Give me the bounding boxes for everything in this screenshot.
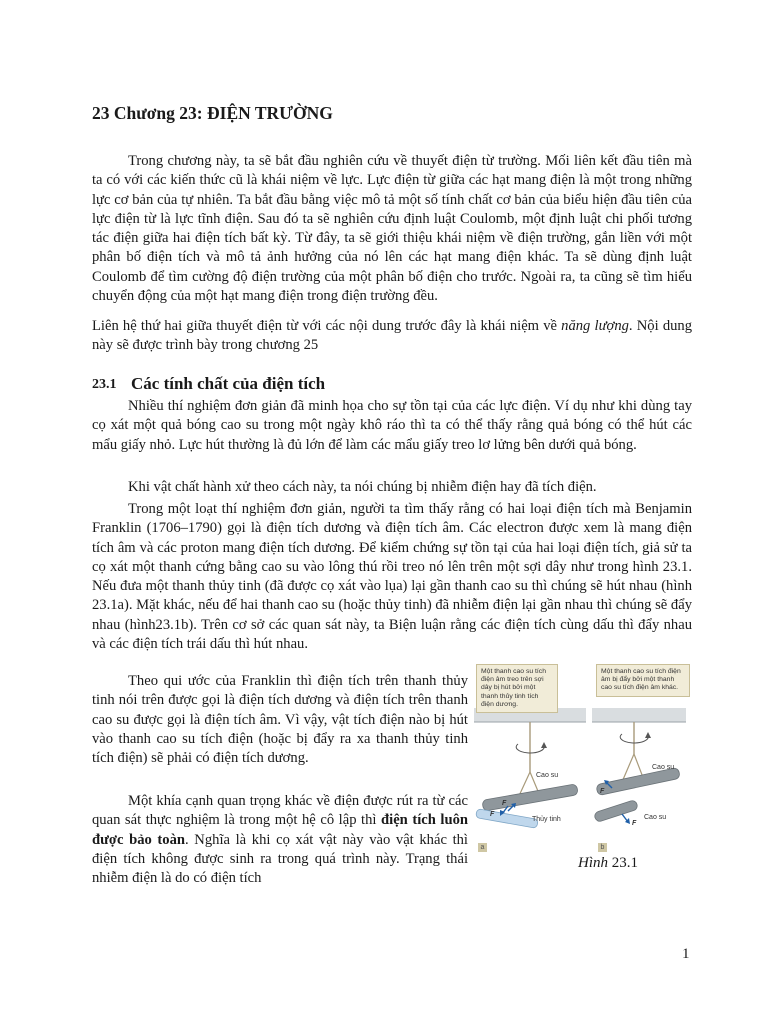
p5-start: Một khía cạnh quan trọng khác về điện được rút ra từ các quan sát thực nghiệm là trong một hệ cô lập thì [92,793,468,829]
callout-a: Một thanh cao su tích điện âm treo trên sợi dây bị hút bởi một thanh thủy tinh tích điện dương. [476,664,558,713]
p5-end: . Nghĩa là khi cọ xát vật này vào vật khác thì điện tích không được sinh ra trong quá trình này. Trạng thái nhiễm điện là do có điện tích [92,831,468,887]
figure-panel-b [592,664,686,852]
chapter-title: 23 Chương 23: ĐIỆN TRƯỜNG [92,103,333,123]
page-number: 1 [682,946,690,962]
p5-bold: điện tích luôn được bảo toàn [92,812,468,848]
section-number: 23.1 [92,377,117,392]
intro-paragraph-2 [92,317,692,356]
force-label-b2: F [632,820,637,827]
section-paragraph-4: Theo qui ước của Franklin thì điện tích trên thanh thủy tinh nói trên được gọi là điện tích dương và điện tích trên thanh cao su được gọi là điện tích âm. Vì vậy, vật tích điện nào bị hút vào thanh cao su tích điện (hoặc bị đẩy ra xa thanh thủy tinh tích điện) sẽ phải có điện tích dương. [92,673,468,767]
intro-p2-start: Liên hệ thứ hai giữa thuyết điện từ với các nội dung trước đây là khái niệm về [92,318,562,334]
caption-word: Hình [578,855,608,871]
panel-label-b: b [598,843,607,852]
label-glass: Thủy tinh [532,816,561,823]
glass-rod [476,809,539,829]
label-rubber-a: Cao su [536,772,559,779]
panel-label-a: a [478,843,487,852]
rubber-rod [482,784,578,812]
figure-caption [578,855,638,872]
callout-b: Một thanh cao su tích điện âm bị đẩy bởi một thanh cao su tích điện âm khác. [596,664,690,697]
force-label-a1: F [502,800,507,807]
intro-paragraph: Trong chương này, ta sẽ bắt đầu nghiên cứu về thuyết điện từ trường. Mối liên kết đầu tiên mà ta có với các kiến thức cũ là khái niệm về lực. Lực điện từ giữa các hạt mang điện là một trong những lực cơ bản của tự nhiên. Ta bắt đầu bằng việc mô tả một số tính chất cơ bản của biểu hiện đầu tiên của lực điện từ là lực tĩnh điện. Sau đó ta sẽ nghiên cứu định luật Coulomb, một định luật chi phối tương tác điện giữa hai điện tích bất kỳ. Từ đây, ta sẽ giới thiệu khái niệm về điện trường, gắn liền với một phân bố điện tích và mô tả ảnh hưởng của nó lên các hạt mang điện khác. Ta sẽ dùng định luật Coulomb để tìm cường độ điện trường của một phân bố điện cho trước. Ngoài ra, ta cũng sẽ tìm hiểu chuyển động của một hạt mang điện trong điện trường đều. [92,153,692,305]
section-paragraph-1: Nhiều thí nghiệm đơn giản đã minh họa cho sự tồn tại của các lực điện. Ví dụ như khi dùng tay cọ xát một quả bóng cao su trong một ngày khô ráo thì ta có thể thấy rằng quả bóng có thể hút các mẩu giấy nhỏ. Lực hút thường là đủ lớn để làm các mẩu giấy treo lơ lửng bên dưới quả bóng. [92,398,692,453]
intro-p2-end: . Nội dung này sẽ được trình bày trong chương 25 [92,318,693,354]
figure-23-1 [474,664,686,852]
section-title: Các tính chất của điện tích [131,374,326,393]
section-paragraph-3: Trong một loạt thí nghiệm đơn giản, người ta tìm thấy rằng có hai loại điện tích mà Benjamin Franklin (1706–1790) gọi là điện tích dương và điện tích âm. Các electron được xem là mang điện tích âm và các proton mang điện tích dương. Để kiểm chứng sự tồn tại của hai loại điện tích, giả sử ta cọ xát một thanh cứng bằng cao su vào lông thú rồi treo nó lên trên một sợi dây như trong hình 23.1. Nếu đưa một thanh thủy tinh (đã được cọ xát vào lụa) lại gần thanh cao su thì chúng sẽ hút nhau (hình 23.1a). Mặt khác, nếu để hai thanh cao su (hoặc thủy tinh) đã nhiễm điện lại gần nhau thì chúng sẽ đẩy nhau (hình23.1b). Trên cơ sở các quan sát này, ta Biện luận rằng các điện tích cùng dấu thì đẩy nhau và các điện tích trái dấu thì hút nhau. [92,501,692,653]
force-label-a2: F [490,811,495,818]
ceiling-bar [592,708,686,722]
caption-number: 23.1 [608,855,638,871]
force-label-b1: F [600,788,605,795]
section-paragraph-5 [92,792,468,888]
intro-p2-emphasis: năng lượng [561,318,629,334]
label-rubber-b1: Cao su [652,764,675,771]
section-paragraph-2: Khi vật chất hành xử theo cách này, ta nói chúng bị nhiễm điện hay đã tích điện. [128,479,597,495]
label-rubber-b2: Cao su [644,814,667,821]
figure-panel-a [474,664,586,852]
